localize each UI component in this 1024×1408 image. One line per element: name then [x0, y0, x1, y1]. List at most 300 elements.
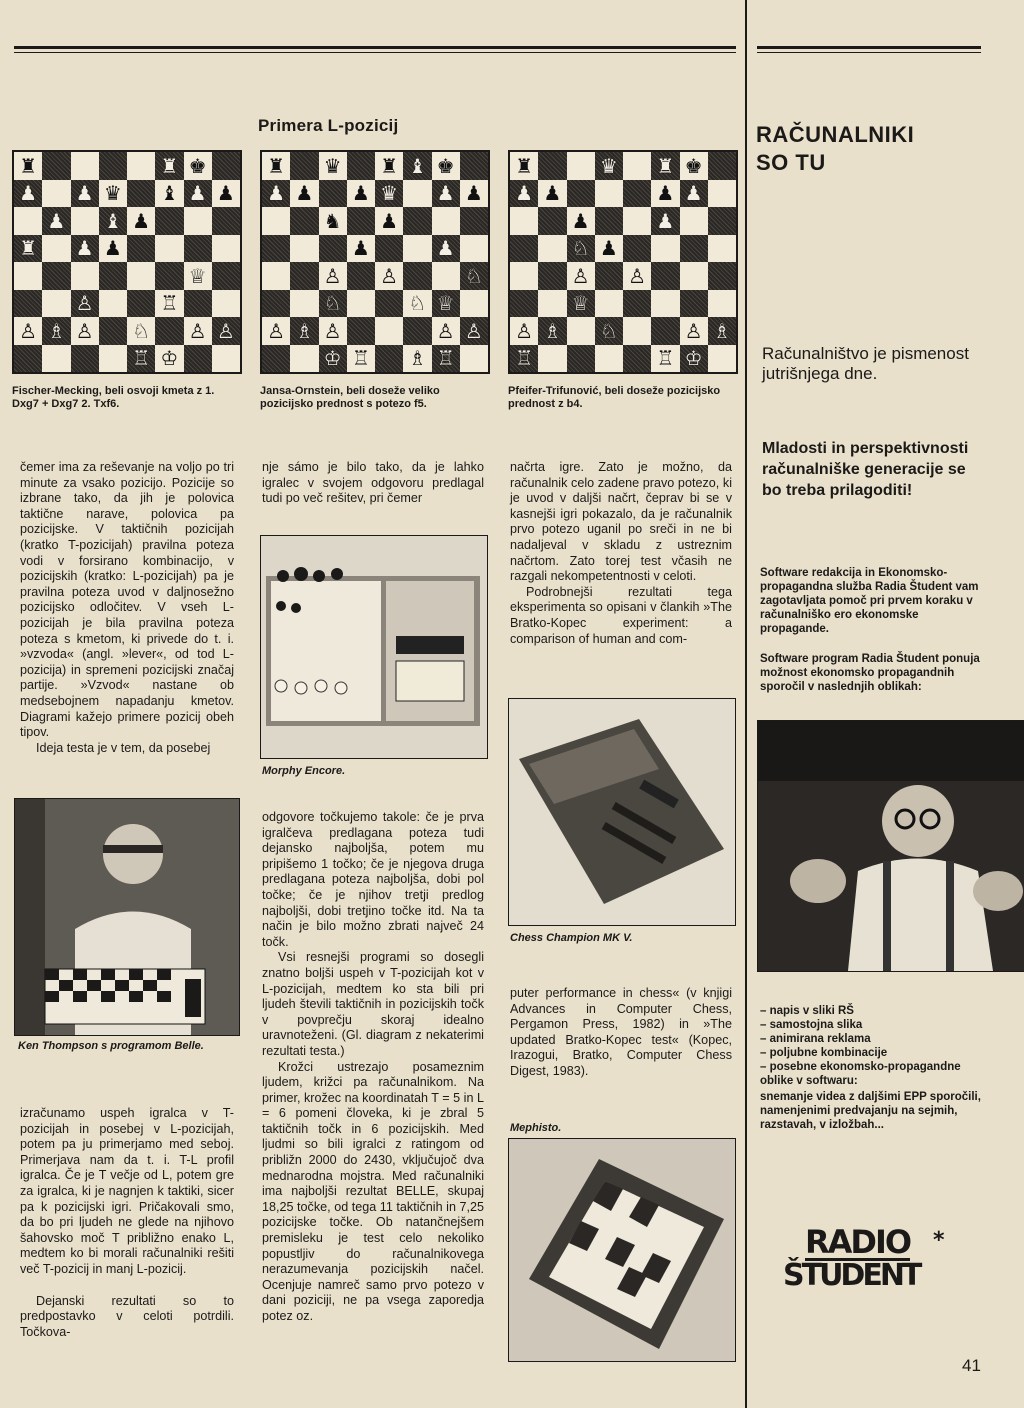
- chess-piece-icon: ♙: [380, 263, 399, 288]
- board-square: [290, 345, 318, 373]
- board-square: [432, 290, 460, 318]
- board-square: [680, 290, 708, 318]
- board-square: [538, 152, 566, 180]
- board-square: [595, 317, 623, 345]
- board-square: [375, 235, 403, 263]
- board-square: [71, 235, 99, 263]
- board-square: [262, 207, 290, 235]
- board-square: [71, 180, 99, 208]
- board-square: [460, 262, 488, 290]
- chess-piece-icon: ♖: [160, 291, 179, 316]
- board-square: [155, 290, 183, 318]
- column-3-text: [510, 460, 732, 647]
- board-square: [184, 345, 212, 373]
- chess-piece-icon: ♜: [160, 153, 179, 178]
- chess-piece-icon: ♟: [351, 236, 370, 261]
- chess-piece-icon: ♙: [188, 318, 207, 343]
- board-square: [567, 152, 595, 180]
- board-square: [680, 180, 708, 208]
- chess-piece-icon: ♙: [436, 318, 455, 343]
- board-square: [538, 207, 566, 235]
- sidebar-heading-line-2: SO TU: [756, 150, 826, 175]
- board-square: [262, 290, 290, 318]
- board-square: [71, 152, 99, 180]
- board-square: [212, 207, 240, 235]
- board-square: [212, 290, 240, 318]
- board-square: [651, 152, 679, 180]
- photo-morphy-encore: [260, 535, 488, 759]
- chess-piece-icon: ♟: [216, 181, 235, 206]
- sidebar-bullet-list: [760, 1004, 986, 1088]
- chess-piece-icon: ♜: [267, 153, 286, 178]
- chess-piece-icon: ♖: [656, 346, 675, 371]
- logo-line-2: ŠTUDENT: [783, 1258, 920, 1293]
- board-square: [127, 235, 155, 263]
- board-square: [460, 180, 488, 208]
- board-square: [538, 317, 566, 345]
- board-square: [403, 317, 431, 345]
- photo-sidebar-man: [757, 720, 1024, 972]
- board-square: [623, 235, 651, 263]
- sidebar-heading-line-1: RAČUNALNIKI: [756, 122, 915, 147]
- diagram-caption-3: Pfeifer-Trifunović, beli doseže pozicijsko prednost z b4.: [508, 385, 721, 410]
- paragraph: Ideja testa je v tem, da posebej: [36, 740, 211, 755]
- board-square: [14, 290, 42, 318]
- board-square: [42, 317, 70, 345]
- board-square: [14, 262, 42, 290]
- board-square: [567, 317, 595, 345]
- board-square: [319, 290, 347, 318]
- board-square: [375, 262, 403, 290]
- board-square: [595, 345, 623, 373]
- chess-piece-icon: ♟: [295, 181, 314, 206]
- chess-piece-icon: ♟: [75, 181, 94, 206]
- diagram-caption-2: Jansa-Ornstein, beli doseže veliko pozicijsko prednost s potezo f5.: [260, 385, 440, 410]
- board-square: [651, 180, 679, 208]
- board-square: [99, 317, 127, 345]
- chess-piece-icon: ♘: [323, 291, 342, 316]
- chess-piece-icon: ♟: [75, 236, 94, 261]
- board-square: [680, 207, 708, 235]
- chess-piece-icon: ♖: [515, 346, 534, 371]
- board-square: [708, 152, 736, 180]
- board-square: [14, 235, 42, 263]
- board-square: [127, 262, 155, 290]
- chess-computer-photo-icon: [261, 536, 487, 758]
- person-photo-icon: [758, 721, 1024, 971]
- chess-piece-icon: ♙: [75, 318, 94, 343]
- paragraph: Krožci ustrezajo posameznim ljudem, križci pa računalnikom. Na primer, krožec na koordinatah T = 5 in L = 6 pomeni človeka, ki je zbral 5 taktičnih točk in 6 pozicijskih. Med ljudmi so bili igralci z ratingom od približn 2000 do 2430, vključujoč dva mednarodna mojstra. Med računalniki ima najboljši rezultat BELLE, skupaj 18,25 točke, od tega 11 taktičnih in 7,25 pozicijske točke. Ob natančnejšem premisleku je test celo nekoliko popustljiv do računalnikovega nerazumevanja pozicijskih načel. Ocenjuje namreč samo prvo potezo v dani poziciji, ne pa vsega zaporedja potez oz.: [262, 1059, 484, 1323]
- board-square: [538, 235, 566, 263]
- chess-piece-icon: ♗: [712, 318, 731, 343]
- board-square: [623, 262, 651, 290]
- paragraph: čemer ima za reševanje na voljo po tri minute za vsako pozicijo. Pozicije so izbrane tako, da jih je polovica taktične narave, polovica pa pozicijske. V taktičnih pozicijah (kratko T-pozicijah) pravilna poteza vodi v forsirano kombinacijo, v pozicijskih (kratko: L-pozicijah) pa je pravilna poteza uvod v daljnosežno pozicijsko odločitev. V vseh L-pozicijah je bila pravilna poteza poteza s kmetom, ki privede do t. i. »vzvoda« (angl. »lever«, od tod L-pozicija) in spremeni pozicijski značaj partije. »Vzvod« nastane ob medsebojnem napadanju kmetov. Diagrami kažejo primere pozicij obeh tipov.: [20, 460, 234, 740]
- chess-piece-icon: ♕: [436, 291, 455, 316]
- board-square: [595, 152, 623, 180]
- board-square: [460, 317, 488, 345]
- board-square: [42, 345, 70, 373]
- chess-piece-icon: ♙: [323, 263, 342, 288]
- chess-piece-icon: ♗: [543, 318, 562, 343]
- chess-piece-icon: ♛: [323, 153, 342, 178]
- person-photo-icon: [15, 799, 239, 1035]
- board-square: [708, 345, 736, 373]
- board-square: [155, 152, 183, 180]
- board-square: [184, 180, 212, 208]
- board-square: [155, 207, 183, 235]
- board-square: [623, 207, 651, 235]
- paragraph: Podrobnejši rezultati tega eksperimenta so opisani v člankih »The Bratko-Kopec experiment: a comparison of human and com-: [510, 584, 732, 646]
- page-number: 41: [962, 1356, 981, 1375]
- photo-caption-belle: Ken Thompson s programom Belle.: [18, 1040, 204, 1052]
- board-square: [460, 235, 488, 263]
- board-square: [595, 235, 623, 263]
- chess-piece-icon: ♔: [160, 346, 179, 371]
- board-square: [403, 207, 431, 235]
- list-item: – samostojna slika: [760, 1018, 986, 1032]
- section-title: Primera L-pozicij: [258, 116, 399, 135]
- chess-piece-icon: ♟: [103, 236, 122, 261]
- board-square: [99, 235, 127, 263]
- chess-piece-icon: ♟: [436, 236, 455, 261]
- column-1-text: [20, 460, 234, 756]
- board-square: [651, 262, 679, 290]
- board-square: [42, 290, 70, 318]
- board-square: [290, 152, 318, 180]
- board-square: [14, 345, 42, 373]
- diagram-caption-1: Fischer-Mecking, beli osvoji kmeta z 1. Dxg7 + Dxg7 2. Txf6.: [12, 385, 215, 410]
- board-square: [14, 180, 42, 208]
- board-square: [319, 152, 347, 180]
- board-square: [432, 345, 460, 373]
- chess-piece-icon: ♛: [599, 153, 618, 178]
- chess-piece-icon: ♙: [464, 318, 483, 343]
- chess-piece-icon: ♖: [132, 346, 151, 371]
- chess-piece-icon: ♙: [515, 318, 534, 343]
- board-square: [623, 345, 651, 373]
- radio-student-logo: [783, 1223, 963, 1296]
- chess-diagram-2: [260, 150, 490, 374]
- sidebar-paragraph-1: Software redakcija in Ekonomsko-propagandna služba Radia Študent vam zagotavljata pomoč pri prvem koraku v računalniško ero ekonomske propagande.: [760, 567, 979, 635]
- chess-piece-icon: ♙: [323, 318, 342, 343]
- board-square: [538, 262, 566, 290]
- board-square: [680, 235, 708, 263]
- board-square: [262, 262, 290, 290]
- board-square: [290, 207, 318, 235]
- chess-piece-icon: ♜: [656, 153, 675, 178]
- board-square: [510, 345, 538, 373]
- chess-piece-icon: ♚: [188, 153, 207, 178]
- board-square: [319, 345, 347, 373]
- board-square: [708, 290, 736, 318]
- photo-caption-mk5: Chess Champion MK V.: [510, 932, 633, 944]
- chess-piece-icon: ♜: [19, 236, 38, 261]
- chess-piece-icon: ♚: [684, 153, 703, 178]
- chess-piece-icon: ♜: [380, 153, 399, 178]
- board-square: [319, 262, 347, 290]
- board-square: [212, 345, 240, 373]
- board-square: [262, 180, 290, 208]
- board-square: [347, 152, 375, 180]
- chess-piece-icon: ♙: [216, 318, 235, 343]
- board-square: [567, 207, 595, 235]
- board-square: [567, 235, 595, 263]
- chess-piece-icon: ♜: [515, 153, 534, 178]
- board-square: [375, 152, 403, 180]
- board-square: [347, 180, 375, 208]
- chess-piece-icon: ♟: [351, 181, 370, 206]
- board-square: [290, 290, 318, 318]
- board-square: [680, 317, 708, 345]
- board-square: [14, 207, 42, 235]
- paragraph: načrta igre. Zato je možno, da računalnik celo zadene pravo potezo, ki je uvod v daljši načrt, čeprav bi se v kasnejši igri pokazalo, da je računalnik prvo potezo uganil po sreči in ne bi nadaljeval v skladu z ustreznim načrtom. Zato torej test včasih ne razgali nekompetentnosti v celoti.: [510, 460, 732, 584]
- board-square: [708, 235, 736, 263]
- board-square: [347, 207, 375, 235]
- chess-piece-icon: ♟: [571, 208, 590, 233]
- paragraph: odgovore točkujemo takole: če je prva igralčeva predlagana poteza tudi dejansko najboljša, potem mu pripišemo 1 točko; če je njegova druga predlagana poteza najboljša, dobi pol točke; če je njihov tretji predlog najboljši, dobi tretjino točke itd. Na ta način je bilo možno zbrati največ 24 točk.: [262, 810, 484, 949]
- board-square: [347, 345, 375, 373]
- board-square: [403, 180, 431, 208]
- column-divider: [745, 0, 747, 1408]
- board-square: [262, 317, 290, 345]
- chess-piece-icon: ♞: [323, 208, 342, 233]
- board-square: [127, 345, 155, 373]
- board-square: [184, 235, 212, 263]
- chess-piece-icon: ♕: [188, 263, 207, 288]
- board-square: [375, 317, 403, 345]
- board-square: [623, 317, 651, 345]
- board-square: [127, 207, 155, 235]
- board-square: [347, 262, 375, 290]
- board-square: [127, 152, 155, 180]
- board-square: [71, 262, 99, 290]
- sidebar-slogan: Mladosti in perspektivnosti računalniške generacije se bo treba prilagoditi!: [762, 440, 969, 499]
- board-square: [432, 180, 460, 208]
- board-square: [708, 180, 736, 208]
- chess-piece-icon: ♟: [380, 208, 399, 233]
- board-square: [538, 290, 566, 318]
- board-square: [651, 345, 679, 373]
- board-square: [403, 290, 431, 318]
- board-square: [42, 180, 70, 208]
- board-square: [319, 207, 347, 235]
- board-square: [99, 180, 127, 208]
- board-square: [347, 235, 375, 263]
- board-square: [262, 152, 290, 180]
- photo-mephisto: [508, 1138, 736, 1362]
- board-square: [460, 290, 488, 318]
- board-square: [99, 345, 127, 373]
- board-square: [155, 180, 183, 208]
- board-square: [708, 262, 736, 290]
- chess-piece-icon: ♙: [628, 263, 647, 288]
- board-square: [99, 207, 127, 235]
- board-square: [290, 180, 318, 208]
- board-square: [290, 262, 318, 290]
- list-item: – napis v sliki RŠ: [760, 1004, 986, 1018]
- board-square: [432, 317, 460, 345]
- paragraph: Vsi resnejši programi so dosegli znatno boljši uspeh v T-pozicijah kot v L-pozicijah, medtem ko sta bili pri ljudeh števili taktičnih in pozicijskih točk v povprečju skoraj idealno uravnoteženi. (Gl. diagram z nekaterimi rezultati testa.): [262, 950, 484, 1058]
- column-1-bottom-text: [20, 1106, 234, 1340]
- board-square: [212, 262, 240, 290]
- board-square: [623, 152, 651, 180]
- chess-piece-icon: ♟: [656, 208, 675, 233]
- board-square: [403, 345, 431, 373]
- board-square: [567, 180, 595, 208]
- board-square: [510, 235, 538, 263]
- chess-piece-icon: ♟: [515, 181, 534, 206]
- board-square: [567, 290, 595, 318]
- chess-piece-icon: ♙: [75, 291, 94, 316]
- photo-ken-thompson: [14, 798, 240, 1036]
- chess-piece-icon: ♜: [19, 153, 38, 178]
- board-square: [212, 180, 240, 208]
- chess-piece-icon: ♝: [408, 153, 427, 178]
- board-square: [14, 152, 42, 180]
- column-3-middle-text: puter performance in chess« (v knjigi Advances in Computer Chess, Pergamon Press, 1982) in »The updated Bratko-Kopec test« (Kopec, Irazogui, Bratko, Computer Chess Digest, 1983).: [510, 986, 732, 1078]
- chess-diagram-1: [12, 150, 242, 374]
- board-square: [623, 290, 651, 318]
- board-square: [510, 262, 538, 290]
- column-2-top-text: nje sámo je bilo tako, da je lahko igralec v svojem odgovoru predlagal tudi po več rešitev, pri čemer: [262, 460, 484, 506]
- logo-line-1: RADIO: [805, 1223, 911, 1261]
- chess-piece-icon: ♝: [103, 208, 122, 233]
- sidebar-paragraph-2: Software program Radia Študent ponuja možnost ekonomsko propagandnih sporočil v naslednjih oblikah:: [760, 653, 980, 693]
- board-square: [184, 317, 212, 345]
- board-square: [680, 345, 708, 373]
- chess-piece-icon: ♚: [436, 153, 455, 178]
- chess-piece-icon: ♘: [464, 263, 483, 288]
- board-square: [155, 262, 183, 290]
- board-square: [319, 180, 347, 208]
- board-square: [403, 262, 431, 290]
- chess-piece-icon: ♔: [323, 346, 342, 371]
- board-square: [510, 207, 538, 235]
- board-square: [262, 235, 290, 263]
- board-square: [510, 290, 538, 318]
- chess-piece-icon: ♗: [408, 346, 427, 371]
- board-square: [375, 290, 403, 318]
- board-square: [262, 345, 290, 373]
- board-square: [375, 345, 403, 373]
- chess-piece-icon: ♖: [351, 346, 370, 371]
- chess-piece-icon: ♟: [267, 181, 286, 206]
- board-square: [184, 290, 212, 318]
- board-square: [184, 152, 212, 180]
- board-square: [651, 207, 679, 235]
- chess-piece-icon: ♟: [684, 181, 703, 206]
- sidebar-lead: Računalništvo je pismenost jutrišnjega dne.: [762, 344, 969, 383]
- board-square: [432, 262, 460, 290]
- board-square: [155, 345, 183, 373]
- board-square: [567, 262, 595, 290]
- board-square: [99, 262, 127, 290]
- board-square: [290, 317, 318, 345]
- chess-piece-icon: ♗: [47, 318, 66, 343]
- chess-piece-icon: ♝: [160, 181, 179, 206]
- chess-piece-icon: ♟: [436, 181, 455, 206]
- chess-diagram-3: [508, 150, 738, 374]
- board-square: [595, 207, 623, 235]
- board-square: [99, 290, 127, 318]
- board-square: [42, 262, 70, 290]
- board-square: [708, 317, 736, 345]
- board-square: [595, 262, 623, 290]
- chess-piece-icon: ♙: [684, 318, 703, 343]
- chess-piece-icon: ♟: [543, 181, 562, 206]
- board-square: [680, 152, 708, 180]
- board-square: [595, 180, 623, 208]
- board-square: [319, 317, 347, 345]
- board-square: [510, 152, 538, 180]
- board-square: [155, 235, 183, 263]
- board-square: [42, 235, 70, 263]
- board-square: [460, 345, 488, 373]
- board-square: [212, 317, 240, 345]
- board-square: [212, 152, 240, 180]
- board-square: [432, 235, 460, 263]
- chess-piece-icon: ♘: [571, 236, 590, 261]
- board-square: [510, 317, 538, 345]
- board-square: [680, 262, 708, 290]
- board-square: [623, 180, 651, 208]
- photo-caption-morphy: Morphy Encore.: [262, 765, 346, 777]
- board-square: [42, 152, 70, 180]
- board-square: [510, 180, 538, 208]
- board-square: [651, 290, 679, 318]
- list-item: – animirana reklama: [760, 1032, 986, 1046]
- board-square: [432, 207, 460, 235]
- board-square: [567, 345, 595, 373]
- board-square: [71, 317, 99, 345]
- chess-piece-icon: ♕: [571, 291, 590, 316]
- board-square: [708, 207, 736, 235]
- board-square: [14, 317, 42, 345]
- chess-piece-icon: ♟: [656, 181, 675, 206]
- photo-chess-champion: [508, 698, 736, 926]
- board-square: [538, 180, 566, 208]
- board-square: [42, 207, 70, 235]
- board-square: [375, 207, 403, 235]
- chess-piece-icon: ♖: [436, 346, 455, 371]
- chess-piece-icon: ♟: [47, 208, 66, 233]
- board-square: [538, 345, 566, 373]
- board-square: [375, 180, 403, 208]
- board-square: [184, 207, 212, 235]
- board-square: [71, 345, 99, 373]
- list-item: – posebne ekonomsko-propagandne oblike v softwaru:: [760, 1060, 986, 1088]
- board-square: [347, 290, 375, 318]
- board-square: [460, 207, 488, 235]
- board-square: [290, 235, 318, 263]
- paragraph: izračunamo uspeh igralca v T-pozicijah in posebej v L-pozicijah, potem pa ju primerjamo med seboj. Primerjava nam da t. i. T-L profil igralca. Če je T večje od L, potem gre za igralca, ki je nagnjen k taktiki, sicer pa k pozicijski igri. Pričakovali smo, da bo pri ljudeh ne glede na njihovo šahovsko moč T približno enako L, medtem ko bi morali računalniki rešiti več T-pozicij in manj L-pozicij.: [20, 1106, 234, 1276]
- chess-piece-icon: ♟: [132, 208, 151, 233]
- chess-piece-icon: ♛: [103, 181, 122, 206]
- logo-star: *: [933, 1228, 945, 1253]
- sidebar-after-bullets: snemanje videa z daljšimi EPP sporočili, namenjenimi predvajanju na sejmih, razstavah, v izložbah...: [760, 1091, 981, 1131]
- chess-piece-icon: ♙: [571, 263, 590, 288]
- chess-piece-icon: ♟: [19, 181, 38, 206]
- chess-piece-icon: ♔: [684, 346, 703, 371]
- chess-piece-icon: ♟: [188, 181, 207, 206]
- board-square: [212, 235, 240, 263]
- chess-piece-icon: ♘: [408, 291, 427, 316]
- chess-piece-icon: ♙: [19, 318, 38, 343]
- board-square: [460, 152, 488, 180]
- board-square: [319, 235, 347, 263]
- chess-computer-photo-icon: [509, 699, 735, 925]
- board-square: [99, 152, 127, 180]
